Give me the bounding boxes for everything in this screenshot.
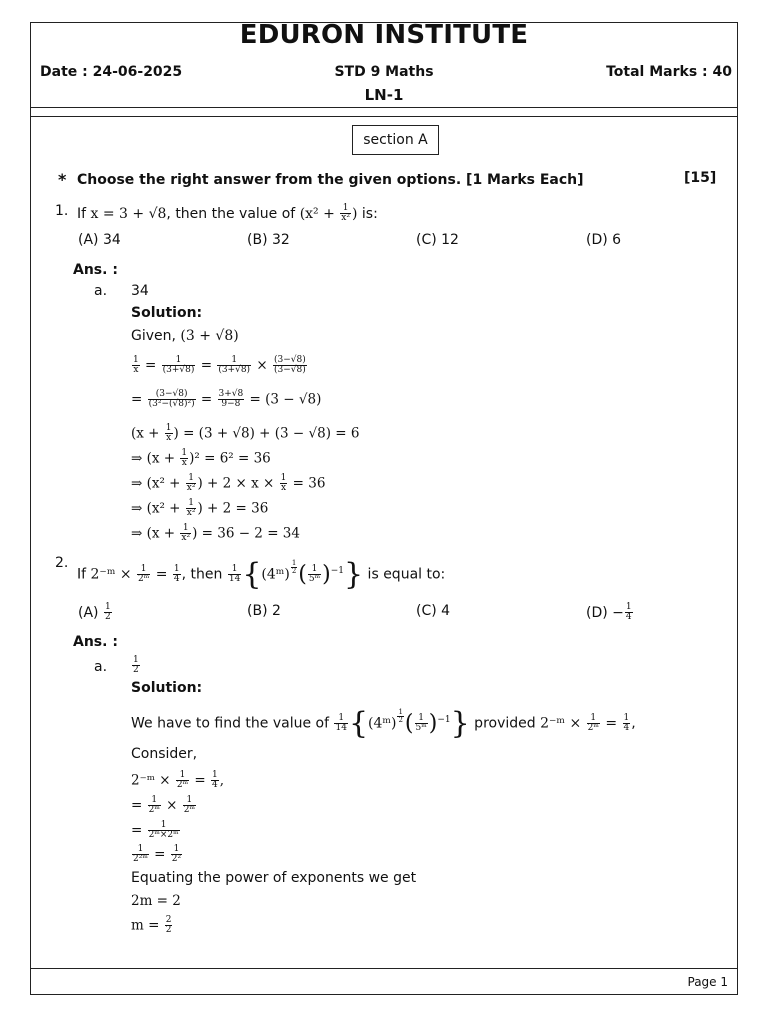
option-a: (A) $\frac{1}{2}$ xyxy=(78,602,111,623)
solution-line: 2⁻ᵐ × $\frac{1}{\text{2ᵐ}}$ = $\frac{1}{4}$ , xyxy=(131,770,225,791)
solution-line: 2m = 2 xyxy=(131,893,181,909)
option-b: (B) 2 xyxy=(247,603,281,619)
solution-line: ⇒ (x + $\frac{1}{\text{x²}}$ ) = 36 − 2 = 34 xyxy=(131,523,300,544)
option-c: (C) 4 xyxy=(416,603,451,619)
solution-given: Given, (3 + √8) xyxy=(131,328,239,344)
question-number: 1. xyxy=(55,203,69,219)
solution-line: ⇒ (x + $\frac{1}{x}$ )² = 6² = 36 xyxy=(131,448,271,469)
answer-value: $\frac{1}{2}$ xyxy=(133,655,139,676)
section-label: section A xyxy=(352,125,439,155)
solution-line: = $\frac{(3-√8)}{\text{(3²−(√8)²)}}$ = $\frac{3+√8}{9-8}$ = (3 − √8) xyxy=(131,389,322,410)
lesson-number: LN-1 xyxy=(364,86,404,104)
question-2-text: If 2⁻ᵐ × $\frac{1}{\text{2ᵐ}}$ = $\frac{1}{4}$ , then $\frac{1}{14}$ {(4ᵐ) $\frac{1}{2}$ ( $\frac{1}{\text{5ᵐ}}$ )$^{-1}$} is equal to: xyxy=(77,557,446,592)
solution-line: = $\frac{1}{\text{2ᵐ×2ᵐ}}$ xyxy=(131,820,179,841)
instruction-bullet: * xyxy=(58,170,67,189)
solution-line: We have to find the value of $\frac{1}{14}$ {(4ᵐ) $\frac{1}{2}$ ( $\frac{1}{\text{5ᵐ}}$ )$^{-1}$} provided 2⁻ᵐ × $\frac{1}{\text{2ᵐ}}$ = $\frac{1}{4}$ , xyxy=(131,706,636,741)
solution-line: ⇒ (x² + $\frac{1}{\text{x²}}$ ) + 2 = 36 xyxy=(131,498,269,519)
question-number: 2. xyxy=(55,555,69,571)
section-instruction: Choose the right answer from the given options. [1 Marks Each] xyxy=(77,172,584,188)
solution-line: $\frac{1}{x}$ = $\frac{1}{(3+√8)}$ = $\frac{1}{(3+√8)}$ × $\frac{(3-√8)}{(3-√8)}$ xyxy=(133,355,306,376)
solution-line: Equating the power of exponents we get xyxy=(131,870,417,886)
header-divider-lower xyxy=(30,116,738,117)
solution-label: Solution: xyxy=(131,680,203,696)
institute-title: EDURON INSTITUTE xyxy=(239,20,529,50)
answer-label: Ans. : xyxy=(73,634,118,650)
option-d: (D) − $\frac{1}{4}$ xyxy=(586,602,632,623)
solution-line: Consider, xyxy=(131,746,198,762)
solution-line: (x + $\frac{1}{x}$ ) = (3 + √8) + (3 − √8) = 6 xyxy=(131,423,360,444)
solution-line: ⇒ (x² + $\frac{1}{\text{x²}}$ ) + 2 × x × $\frac{1}{x}$ = 36 xyxy=(131,473,326,494)
exam-date: Date : 24-06-2025 xyxy=(40,64,183,80)
solution-line: m = $\frac{2}{2}$ xyxy=(131,915,172,936)
option-d: (D) 6 xyxy=(586,232,622,248)
answer-letter: a. xyxy=(94,283,108,299)
solution-line: = $\frac{1}{\text{2ᵐ}}$ × $\frac{1}{\text{2ᵐ}}$ xyxy=(131,795,196,816)
answer-label: Ans. : xyxy=(73,262,118,278)
option-c: (C) 12 xyxy=(416,232,459,248)
footer-divider xyxy=(30,968,738,969)
solution-label: Solution: xyxy=(131,305,203,321)
header-divider xyxy=(30,107,738,108)
section-marks: [15] xyxy=(684,170,717,186)
page-number: Page 1 xyxy=(687,975,728,989)
question-1-text: If x = 3 + √8, then the value of (x² + $\frac{1}{\text{x²}}$ ) is: xyxy=(77,203,378,224)
solution-line: $\frac{1}{\text{2²ᵐ}}$ = $\frac{1}{\text{2²}}$ xyxy=(133,844,182,865)
answer-letter: a. xyxy=(94,659,108,675)
option-a: (A) 34 xyxy=(78,232,121,248)
standard-subject: STD 9 Maths xyxy=(334,64,434,80)
total-marks: Total Marks : 40 xyxy=(606,64,732,80)
option-b: (B) 32 xyxy=(247,232,290,248)
answer-value: 34 xyxy=(131,283,149,299)
